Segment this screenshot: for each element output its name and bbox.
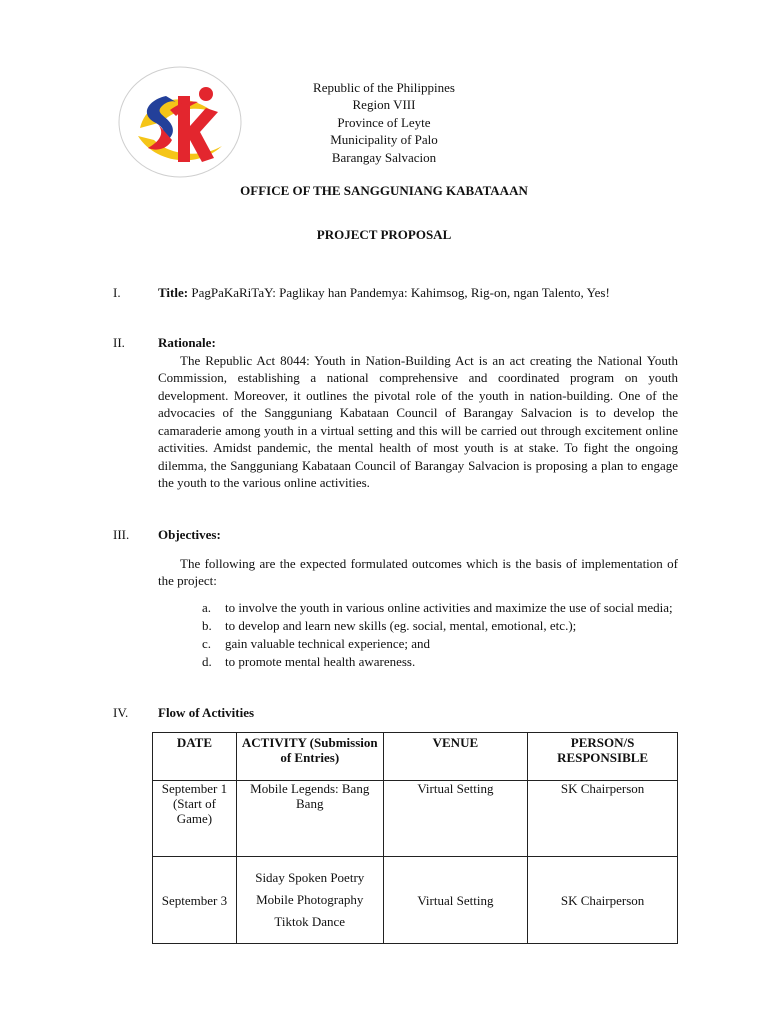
table-row (153, 781, 678, 857)
cell-date: September 3 (153, 857, 237, 944)
section-objectives (158, 526, 678, 590)
objective-marker: a. (202, 600, 212, 615)
objective-text: to develop and learn new skills (eg. social, mental, emotional, etc.); (225, 618, 577, 633)
section-number-rationale: II. (113, 335, 125, 350)
cell-date: September 1 (Start of Game) (153, 781, 237, 857)
header-line-republic: Republic of the Philippines (313, 80, 455, 95)
cell-venue: Virtual Setting (383, 781, 528, 857)
objective-marker: c. (202, 636, 212, 651)
sk-logo (118, 66, 242, 178)
header-person: PERSON/S RESPONSIBLE (528, 733, 678, 781)
cell-activity (236, 857, 383, 944)
section-rationale-label: Rationale: (158, 335, 216, 350)
section-title-text: PagPaKaRiTaY: Paglikay han Pandemya: Kahimsog, Rig-on, ngan Talento, Yes! (191, 285, 610, 300)
sk-logo-graphic (118, 66, 242, 178)
objective-item (202, 617, 678, 635)
section-number-objectives: III. (113, 527, 130, 542)
objective-item (202, 599, 678, 617)
header-activity: ACTIVITY (Submission of Entries) (236, 733, 383, 781)
document-title: PROJECT PROPOSAL (316, 227, 452, 242)
section-objectives-label: Objectives: (158, 527, 221, 542)
section-title-label: Title: (158, 285, 189, 300)
table-row (153, 857, 678, 944)
objective-marker: d. (202, 654, 212, 669)
objective-text: to involve the youth in various online activities and maximize the use of social media; (225, 600, 673, 615)
table-header-row (153, 733, 678, 781)
objective-item (202, 635, 678, 653)
objectives-intro: The following are the expected formulated outcomes which is the basis of implementation of the project: (158, 555, 678, 588)
letterhead (270, 79, 498, 166)
cell-person: SK Chairperson (528, 857, 678, 944)
objective-item (202, 653, 678, 671)
activity-line: Siday Spoken Poetry (255, 870, 365, 885)
header-line-barangay: Barangay Salvacion (331, 149, 437, 165)
section-number-flow: IV. (113, 705, 129, 720)
activity-line: Tiktok Dance (274, 914, 346, 929)
header-venue: VENUE (383, 733, 528, 781)
activity-line: Mobile Photography (256, 892, 364, 907)
section-title (158, 284, 678, 302)
section-rationale (158, 334, 678, 492)
header-line-province: Province of Leyte (337, 114, 431, 130)
section-flow-label: Flow of Activities (158, 705, 255, 720)
objective-text: gain valuable technical experience; and (225, 636, 431, 651)
rationale-paragraph: The Republic Act 8044: Youth in Nation-Building Act is an act creating the National Youth Commission, establishing a national comprehensive and coordinated program on youth development. Moreover, it outlines the pivotal role of the youth in nation-building. One of the advocacies of the Sangguniang Kabataan Council of Barangay Salvacion is to develop the camaraderie among youth in a virtual setting and this will be carried out through excitement online activities. Amidst pandemic, the mental health of most youth is at stake. To fight the ongoing dilemma, the Sangguniang Kabataan Council of Barangay Salvacion is proposing a plan to engage the youth to the various online activities. (158, 352, 678, 490)
section-flow (158, 704, 678, 722)
header-line-region: Region VIII (352, 97, 416, 113)
header-date: DATE (153, 733, 237, 781)
section-number-title: I. (113, 285, 121, 300)
office-title: OFFICE OF THE SANGGUNIANG KABATAAAN (240, 183, 528, 198)
header-line-municipality: Municipality of Palo (330, 132, 438, 148)
flow-of-activities-table (152, 732, 678, 944)
objective-marker: b. (202, 618, 212, 633)
cell-person: SK Chairperson (528, 781, 678, 857)
objectives-list (202, 599, 678, 671)
objective-text: to promote mental health awareness. (225, 654, 416, 669)
cell-activity: Mobile Legends: Bang Bang (236, 781, 383, 857)
cell-venue: Virtual Setting (383, 857, 528, 944)
